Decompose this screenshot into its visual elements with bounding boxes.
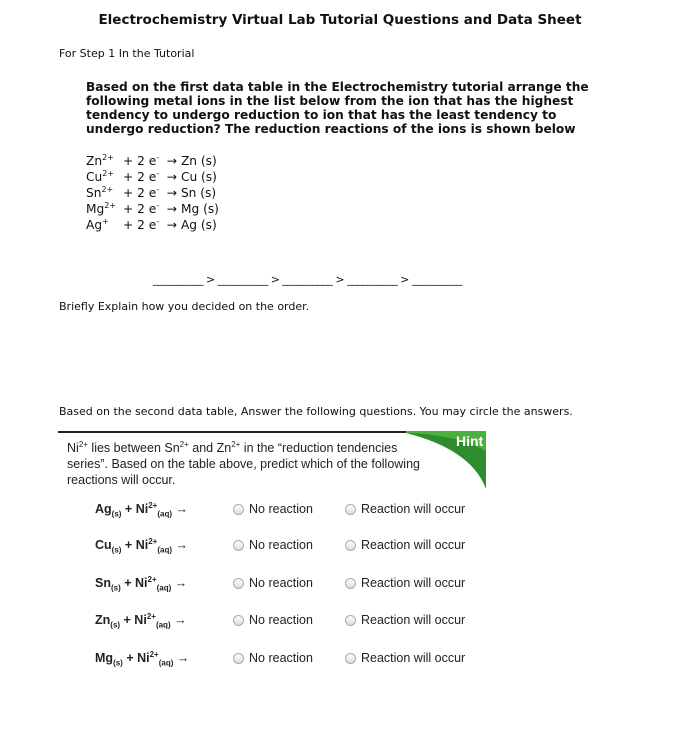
divider (58, 431, 418, 433)
page-title: Electrochemistry Virtual Lab Tutorial Questions and Data Sheet (98, 12, 582, 28)
reaction-question-row (95, 576, 515, 596)
reaction-line: $Cu^{2+} + 2$ e- → Cu (s) (86, 168, 217, 184)
reaction-question-row (95, 502, 515, 522)
radio-button[interactable] (233, 578, 244, 589)
reaction-occurs-option[interactable]: Reaction will occur (345, 502, 465, 516)
reaction-line: Ag+ + 2 e- → Ag (s) (86, 216, 217, 232)
reaction-line: $Mg^{2+} + 2$ e- → Mg (s) (86, 200, 219, 216)
equation: $Ag_{(s)} + Ni^{2+}_{(aq)}$ → (95, 500, 188, 519)
reaction-list (86, 153, 219, 233)
no-reaction-option[interactable]: No reaction (233, 502, 313, 516)
equation: $Sn_{(s)} + Ni^{2+}_{(aq)}$ → (95, 574, 188, 593)
radio-button[interactable] (345, 504, 356, 515)
equation: $Zn_{(s)} + Ni^{2+}_{(aq)}$ → (95, 611, 187, 630)
radio-button[interactable] (233, 504, 244, 515)
order-blanks[interactable]: __________ > __________ > __________ > __________ > __________ (153, 273, 462, 286)
equation: $Mg_{(s)} + Ni^{2+}_{(aq)}$ → (95, 649, 190, 668)
no-reaction-option[interactable]: No reaction (233, 538, 313, 552)
no-reaction-option[interactable]: No reaction (233, 651, 313, 665)
reaction-question-row (95, 538, 515, 558)
equation: $Cu_{(s)} + Ni^{2+}_{(aq)}$ → (95, 536, 188, 555)
radio-button[interactable] (345, 540, 356, 551)
question-2: Based on the second data table, Answer the following questions. You may circle the answers. (59, 405, 573, 418)
radio-button[interactable] (345, 578, 356, 589)
radio-button[interactable] (345, 615, 356, 626)
radio-button[interactable] (233, 653, 244, 664)
hint-label[interactable]: Hint (456, 433, 484, 449)
reaction-occurs-option[interactable]: Reaction will occur (345, 576, 465, 590)
no-reaction-option[interactable]: No reaction (233, 613, 313, 627)
reaction-occurs-option[interactable]: Reaction will occur (345, 613, 465, 627)
radio-button[interactable] (345, 653, 356, 664)
step-label: For Step 1 In the Tutorial (59, 47, 195, 60)
explain-prompt: Briefly Explain how you decided on the order. (59, 300, 310, 313)
no-reaction-option[interactable]: No reaction (233, 576, 313, 590)
reaction-question-row (95, 651, 515, 671)
question-1: Based on the first data table in the Electrochemistry tutorial arrange the following metal ions in the list below from the ion that has the highest tendency to undergo reduction to ion that has the least tendency to undergo reduction? The reduction reactions of the ions is shown below (86, 80, 589, 136)
reaction-line: $Zn^{2+} + 2$ e- → Zn (s) (86, 152, 217, 168)
reaction-occurs-option[interactable]: Reaction will occur (345, 651, 465, 665)
question-prompt: $Ni^{2+}$ lies between $Sn^{2+}$ and $Zn^{2+}$ in the “reduction tendencies series”. Based on the table above, predict which of the following reactions will occur. (67, 439, 420, 487)
reaction-line: $Sn^{2+} + 2$ e- → Sn (s) (86, 184, 217, 200)
reaction-occurs-option[interactable]: Reaction will occur (345, 538, 465, 552)
radio-button[interactable] (233, 615, 244, 626)
reaction-question-row (95, 613, 515, 633)
radio-button[interactable] (233, 540, 244, 551)
